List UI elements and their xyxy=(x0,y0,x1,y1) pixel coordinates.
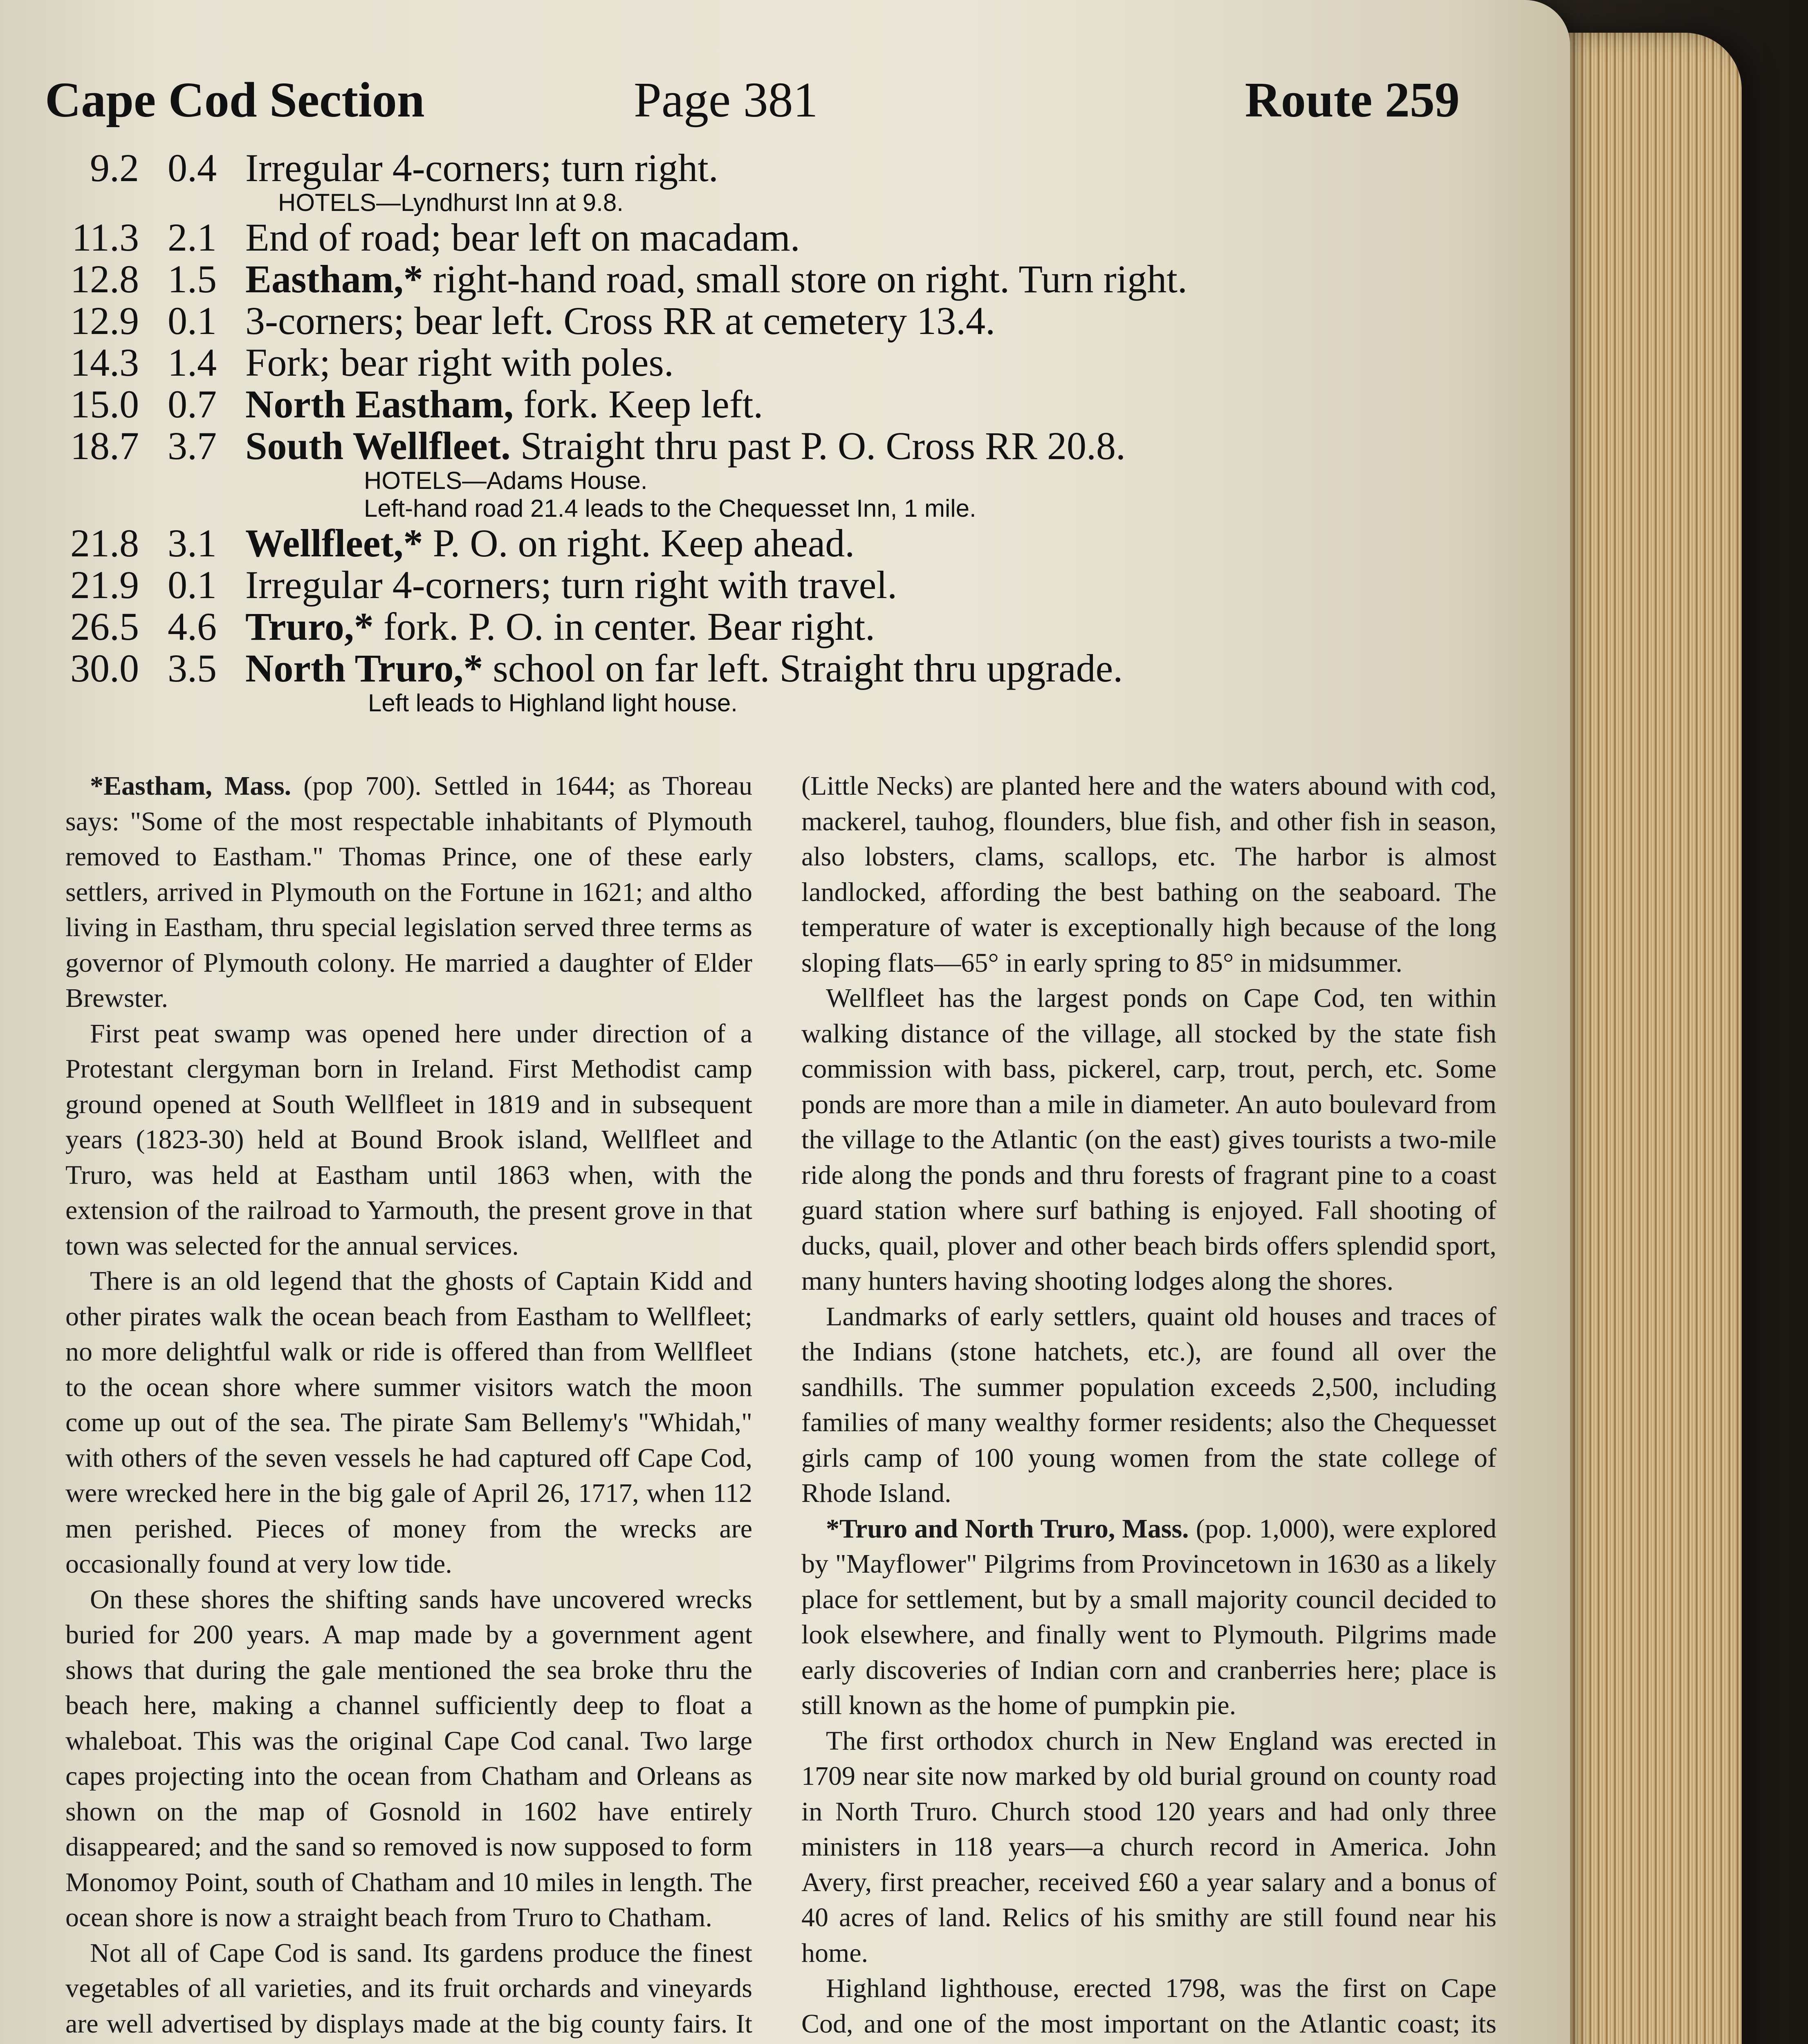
cumulative-mileage: 21.8 xyxy=(70,521,139,565)
route-number: Route 259 xyxy=(1245,72,1460,128)
segment-mileage: 0.1 xyxy=(168,299,217,343)
paragraph xyxy=(801,769,1496,981)
paragraph xyxy=(65,769,752,1016)
cumulative-mileage: 12.9 xyxy=(70,299,139,343)
direction-text: fork. Keep left. xyxy=(514,382,763,426)
segment-mileage: 3.1 xyxy=(168,521,217,565)
segment-mileage: 0.1 xyxy=(168,563,217,607)
paragraph-text: (pop 700). Settled in 1644; as Thoreau says: "Some of the most respectable inhabitants of Plymouth removed to Eastham." Thomas Prince, one of these early settlers, arrived in Plymouth on the Fortune in 1621; and altho living in Eastham, thru special legislation served three terms as governor of Plymouth colony. He married a daughter of Elder Brewster. xyxy=(65,771,752,1013)
route-note: HOTELS—Lyndhurst Inn at 9.8. xyxy=(278,189,624,216)
paragraph xyxy=(801,981,1496,1299)
route-step xyxy=(45,300,1484,342)
route-step xyxy=(45,258,1484,300)
entry-heading: *Eastham, Mass. xyxy=(90,771,292,801)
segment-mileage: 3.5 xyxy=(168,646,217,690)
direction-text: fork. P. O. in center. Bear right. xyxy=(373,605,875,648)
route-direction xyxy=(245,258,1187,300)
route-step xyxy=(45,217,1484,258)
segment-mileage: 4.6 xyxy=(168,605,217,648)
paragraph xyxy=(65,1936,752,2044)
route-direction xyxy=(245,425,1126,467)
paragraph-text: The first orthodox church in New England was erected in 1709 near site now marked by old burial ground on county road in North Truro. Church stood 120 years and had only three ministers in 118 years—a church record in America. John Avery, first preacher, received £60 a year salary and a bonus of 40 acres of land. Relics of his smithy are still found near his home. xyxy=(801,1726,1496,1968)
route-log xyxy=(45,147,1484,717)
paragraph xyxy=(801,1299,1496,1511)
entry-heading: *Truro and North Truro, Mass. xyxy=(826,1513,1189,1544)
route-note: Left-hand road 21.4 leads to the Chequesset Inn, 1 mile. xyxy=(364,495,976,522)
paragraph xyxy=(65,1016,752,1264)
cumulative-mileage: 30.0 xyxy=(70,646,139,690)
paragraph-text: Not all of Cape Cod is sand. Its gardens produce the finest vegetables of all varieties, and its fruit orchards and vineyards are well advertised by displays made at the big county fairs. It xyxy=(65,1938,752,2039)
direction-text: End of road; bear left on macadam. xyxy=(245,215,800,259)
direction-text: Irregular 4-corners; turn right with travel. xyxy=(245,563,897,607)
paragraph-text: First peat swamp was opened here under direction of a Protestant clergyman born in Ireland. First Methodist camp ground opened at South Wellfleet in 1819 and in subsequent years (1823-30) held at Bound Brook island, Wellfleet and Truro, was held at Eastham until 1863 when, with the extension of the railroad to Yarmouth, the present grove in that town was selected for the annual services. xyxy=(65,1018,752,1261)
direction-text: Fork; bear right with poles. xyxy=(245,341,674,384)
route-direction xyxy=(245,522,855,564)
direction-text: P. O. on right. Keep ahead. xyxy=(423,521,855,565)
cumulative-mileage: 21.9 xyxy=(70,563,139,607)
place-name: South Wellfleet. xyxy=(245,424,511,468)
paragraph-text: Wellfleet has the largest ponds on Cape Cod, ten within walking distance of the village, all stocked by the state fish commission with bass, pickerel, carp, trout, perch, etc. Some ponds are more than a mile in diameter. An auto boulevard from the village to the Atlantic (on the east) gives tourists a two-mile ride along the ponds and thru forests of fragrant pine to a coast guard station where surf bathing is enjoyed. Fall shooting of ducks, quail, plover and other beach birds offers splendid sport, many hunters having shooting lodges along the shores. xyxy=(801,983,1496,1296)
paragraph xyxy=(801,1511,1496,1724)
route-step xyxy=(45,648,1484,689)
segment-mileage: 0.4 xyxy=(168,146,217,190)
paragraph xyxy=(801,1971,1496,2044)
right-column xyxy=(801,769,1496,2044)
cumulative-mileage: 12.8 xyxy=(70,257,139,301)
route-step xyxy=(45,564,1484,606)
paragraph xyxy=(65,1264,752,1582)
place-name: North Eastham, xyxy=(245,382,514,426)
place-name: Truro,* xyxy=(245,605,374,648)
direction-text: 3-corners; bear left. Cross RR at cemetery 13.4. xyxy=(245,299,996,343)
paragraph-text: (pop. 1,000), were explored by "Mayflower" Pilgrims from Provincetown in 1630 as a likely place for settlement, but by a small majority council decided to look elsewhere, and finally went to Plymouth. Pilgrims made early discoveries of Indian corn and cranberries here; place is still known as the home of pumpkin pie. xyxy=(801,1513,1496,1720)
route-direction xyxy=(245,564,897,606)
segment-mileage: 0.7 xyxy=(168,382,217,426)
place-name: Eastham,* xyxy=(245,257,423,301)
cumulative-mileage: 14.3 xyxy=(70,341,139,384)
paragraph-text: There is an old legend that the ghosts of Captain Kidd and other pirates walk the ocean beach from Eastham to Wellfleet; no more delightful walk or ride is offered than from Wellfleet to the ocean shore where summer visitors watch the moon come up out of the sea. The pirate Sam Bellemy's "Whidah," with others of the seven vessels he had captured off Cape Cod, were wrecked here in the big gale of April 26, 1717, when 112 men perished. Pieces of money from the wrecks are occasionally found at very low tide. xyxy=(65,1266,752,1579)
paragraph-text: Highland lighthouse, erected 1798, was the first on Cape Cod, and one of the most important on the Atlantic coast; its xyxy=(801,1973,1496,2039)
route-direction xyxy=(245,342,674,383)
route-direction xyxy=(245,300,995,342)
paragraph xyxy=(65,1582,752,1936)
cumulative-mileage: 11.3 xyxy=(72,215,139,259)
paragraph-text: Landmarks of early settlers, quaint old houses and traces of the Indians (stone hatchets, etc.), are found all over the sandhills. The summer population exceeds 2,500, including families of many wealthy former residents; also the Chequesset girls camp of 100 young women from the state college of Rhode Island. xyxy=(801,1301,1496,1508)
paragraph-text: On these shores the shifting sands have uncovered wrecks buried for 200 years. A map made by a government agent shows that during the gale mentioned the sea broke thru the beach here, making a channel sufficiently deep to float a whaleboat. This was the original Cape Cod canal. Two large capes projecting into the ocean from Chatham and Orleans as shown on the map of Gosnold in 1602 have entirely disappeared; and the sand so removed is now supposed to form Monomoy Point, south of Chatham and 10 miles in length. The ocean shore is now a straight beach from Truro to Chatham. xyxy=(65,1584,752,1932)
route-direction xyxy=(245,383,763,425)
segment-mileage: 1.4 xyxy=(168,341,217,384)
direction-text: school on far left. Straight thru upgrade. xyxy=(483,646,1123,690)
body-text xyxy=(0,769,1570,2044)
section-title: Cape Cod Section xyxy=(45,72,425,128)
cumulative-mileage: 18.7 xyxy=(70,424,139,468)
route-step xyxy=(45,425,1484,467)
paragraph-text: (Little Necks) are planted here and the waters abound with cod, mackerel, tauhog, flounders, blue fish, and other fish in season, also lobsters, clams, scallops, etc. The harbor is almost landlocked, affording the best bathing on the seaboard. The temperature of water is exceptionally high because of the long sloping flats—65° in early spring to 85° in midsummer. xyxy=(801,771,1496,978)
left-column xyxy=(65,769,752,2044)
segment-mileage: 1.5 xyxy=(168,257,217,301)
cumulative-mileage: 15.0 xyxy=(70,382,139,426)
route-step xyxy=(45,522,1484,564)
segment-mileage: 3.7 xyxy=(168,424,217,468)
segment-mileage: 2.1 xyxy=(168,215,217,259)
page-header xyxy=(45,72,1460,141)
route-direction xyxy=(245,217,800,258)
route-step xyxy=(45,342,1484,383)
route-direction xyxy=(245,648,1123,689)
route-direction xyxy=(245,147,718,189)
cumulative-mileage: 9.2 xyxy=(90,146,139,190)
route-step xyxy=(45,147,1484,189)
route-note: Left leads to Highland light house. xyxy=(368,689,738,717)
cumulative-mileage: 26.5 xyxy=(70,605,139,648)
place-name: Wellfleet,* xyxy=(245,521,423,565)
route-direction xyxy=(245,606,875,648)
route-step xyxy=(45,606,1484,648)
direction-text: Irregular 4-corners; turn right. xyxy=(245,146,718,190)
route-note: HOTELS—Adams House. xyxy=(364,467,648,494)
page-number: Page 381 xyxy=(634,72,818,128)
direction-text: right-hand road, small store on right. Turn right. xyxy=(423,257,1187,301)
direction-text: Straight thru past P. O. Cross RR 20.8. xyxy=(510,424,1126,468)
paragraph xyxy=(801,1724,1496,1971)
route-step xyxy=(45,383,1484,425)
place-name: North Truro,* xyxy=(245,646,483,690)
